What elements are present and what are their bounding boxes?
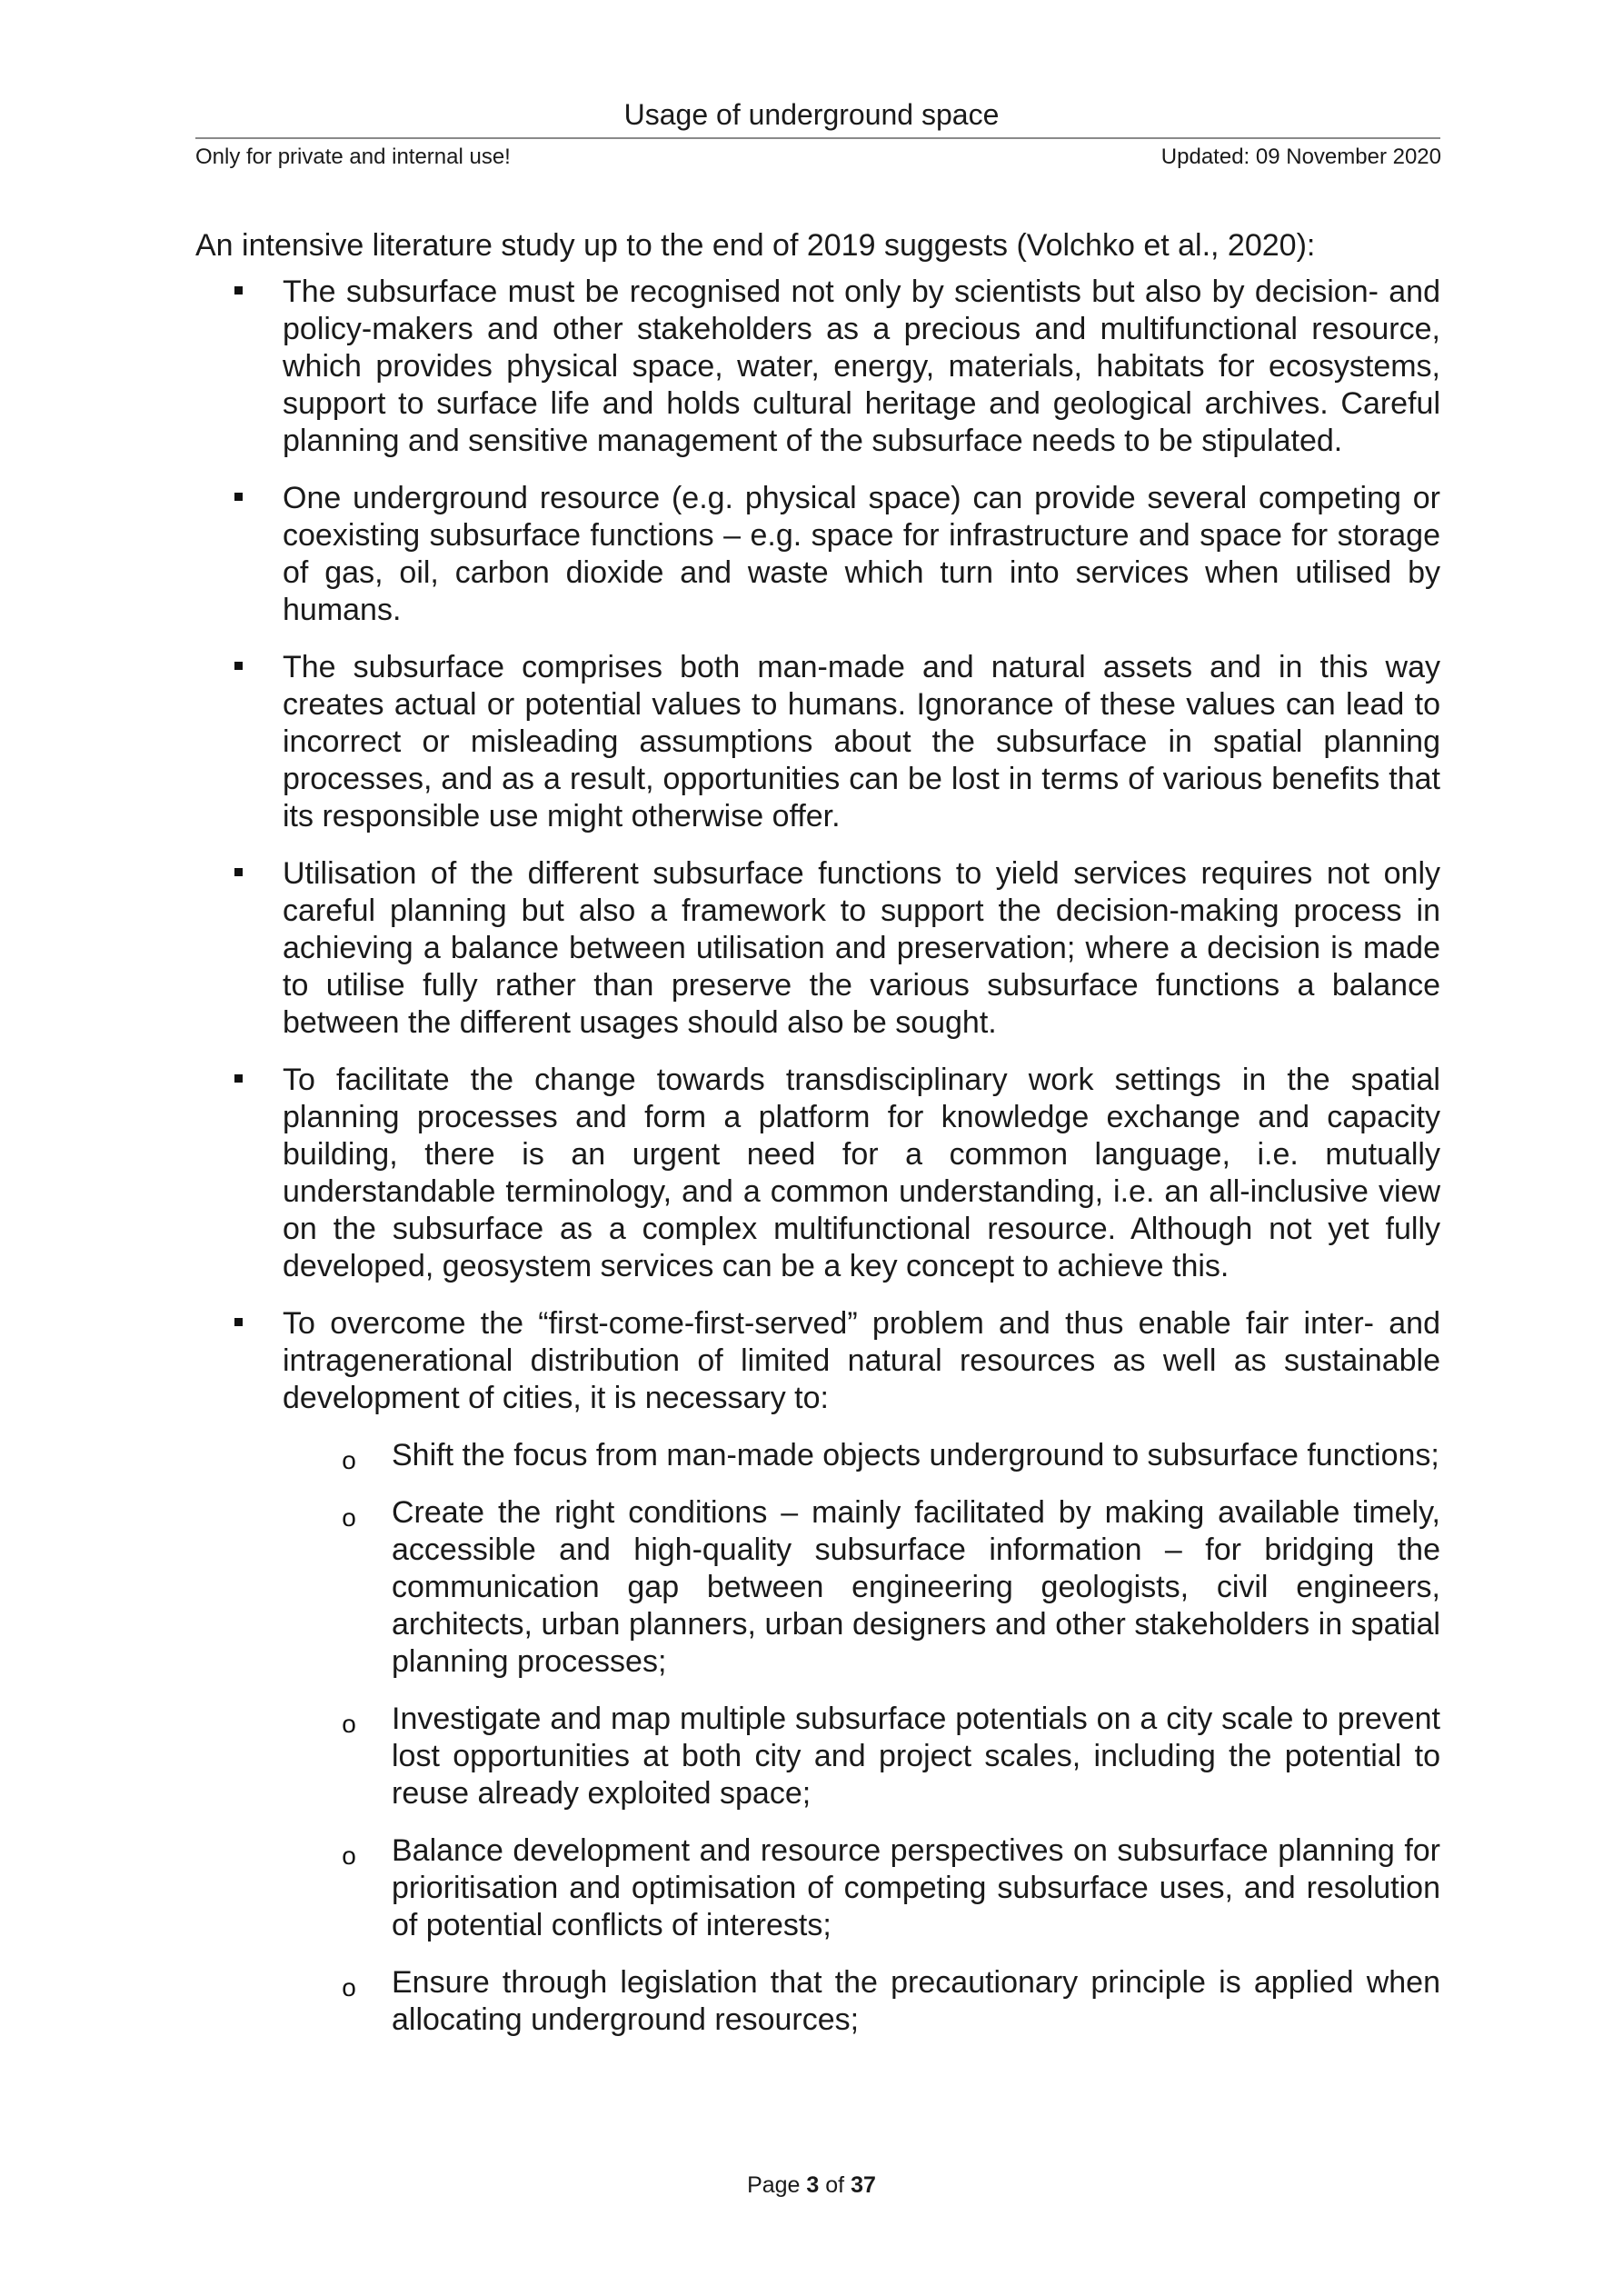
bullet-text: To overcome the “first-come-first-served” problem and thus enable fair inter- and intragenerational distribution of limited natural resources as well as sustainable development of cities, it is necessary to: xyxy=(283,1306,1440,1415)
bullet-item xyxy=(195,855,1440,1042)
sub-bullet-item xyxy=(283,1964,1440,2039)
bullet-item xyxy=(195,649,1440,835)
sub-bullet-item xyxy=(283,1494,1440,1681)
page-number: 3 xyxy=(806,2172,820,2198)
intro-paragraph: An intensive literature study up to the end of 2019 suggests (Volchko et al., 2020): xyxy=(195,228,1316,263)
sub-bullet-text: Balance development and resource perspectives on subsurface planning for prioritisation and optimisation of competing subsurface uses, and resolution of potential conflicts of interests; xyxy=(392,1833,1440,1942)
sub-bullet-item xyxy=(283,1832,1440,1944)
square-bullet-icon xyxy=(234,1074,243,1083)
of-label: of xyxy=(825,2172,845,2198)
bullet-item xyxy=(195,480,1440,629)
square-bullet-icon xyxy=(234,1318,243,1326)
square-bullet-icon xyxy=(234,868,243,876)
header-note: Only for private and internal use! xyxy=(195,145,511,169)
sub-bullet-text: Create the right conditions – mainly facilitated by making available timely, accessible and high-quality subsurface information – for bridging the communication gap between engineering geologists, civil engineers, architects, urban planners, urban designers and other stakeholders in spatial planning processes; xyxy=(392,1495,1440,1679)
bullet-text: One underground resource (e.g. physical space) can provide several competing or coexisting subsurface functions – e.g. space for infrastructure and space for storage of gas, oil, carbon dioxide and waste which turn into services when utilised by humans. xyxy=(283,481,1440,627)
circle-bullet-icon: o xyxy=(342,1973,356,2002)
page-label: Page xyxy=(747,2172,801,2198)
sub-bullet-text: Ensure through legislation that the precautionary principle is applied when allocating underground resources; xyxy=(392,1965,1440,2037)
circle-bullet-icon: o xyxy=(342,1503,356,1532)
bullet-item xyxy=(195,274,1440,460)
circle-bullet-icon: o xyxy=(342,1842,356,1870)
sub-bullet-item xyxy=(283,1437,1440,1474)
page-total: 37 xyxy=(851,2172,876,2198)
page-footer xyxy=(0,2171,1623,2200)
sub-bullet-text: Investigate and map multiple subsurface potentials on a city scale to prevent lost opportunities at both city and project scales, including the potential to reuse already exploited space; xyxy=(392,1702,1440,1811)
bullet-text: Utilisation of the different subsurface functions to yield services requires not only careful planning but also a framework to support the decision-making process in achieving a balance between utilisation and preservation; where a decision is made to utilise fully rather than preserve the various subsurface functions a balance between the different usages should also be sought. xyxy=(283,856,1440,1040)
circle-bullet-icon: o xyxy=(342,1446,356,1474)
bullet-list xyxy=(195,274,1440,2039)
sub-bullet-item xyxy=(283,1701,1440,1812)
bullet-item xyxy=(195,1062,1440,1285)
bullet-text: The subsurface must be recognised not only by scientists but also by decision- and policy-makers and other stakeholders as a precious and multifunctional resource, which provides physical space, water, energy, materials, habitats for ecosystems, support to surface life and holds cultural heritage and geological archives. Careful planning and sensitive management of the subsurface needs to be stipulated. xyxy=(283,275,1440,458)
page-title: Usage of underground space xyxy=(623,98,1000,131)
bullet-text: To facilitate the change towards transdisciplinary work settings in the spatial planning processes and form a platform for knowledge exchange and capacity building, there is an urgent need for a common language, i.e. mutually understandable terminology, and a common understanding, i.e. an all-inclusive view on the subsurface as a complex multifunctional resource. Although not yet fully developed, geosystem services can be a key concept to achieve this. xyxy=(283,1063,1440,1283)
sub-bullet-text: Shift the focus from man-made objects underground to subsurface functions; xyxy=(392,1438,1439,1472)
bullet-item xyxy=(195,1305,1440,2039)
sub-bullet-list xyxy=(283,1437,1440,2039)
updated-date: Updated: 09 November 2020 xyxy=(1160,145,1441,169)
bullet-text: The subsurface comprises both man-made and natural assets and in this way creates actual or potential values to humans. Ignorance of these values can lead to incorrect or misleading assumptions about the subsurface in spatial planning processes, and as a result, opportunities can be lost in terms of various benefits that its responsible use might otherwise offer. xyxy=(283,650,1440,834)
square-bullet-icon xyxy=(234,286,243,294)
square-bullet-icon xyxy=(234,493,243,501)
square-bullet-icon xyxy=(234,662,243,670)
circle-bullet-icon: o xyxy=(342,1710,356,1738)
header-divider xyxy=(195,137,1440,139)
document-body xyxy=(195,227,1440,2059)
